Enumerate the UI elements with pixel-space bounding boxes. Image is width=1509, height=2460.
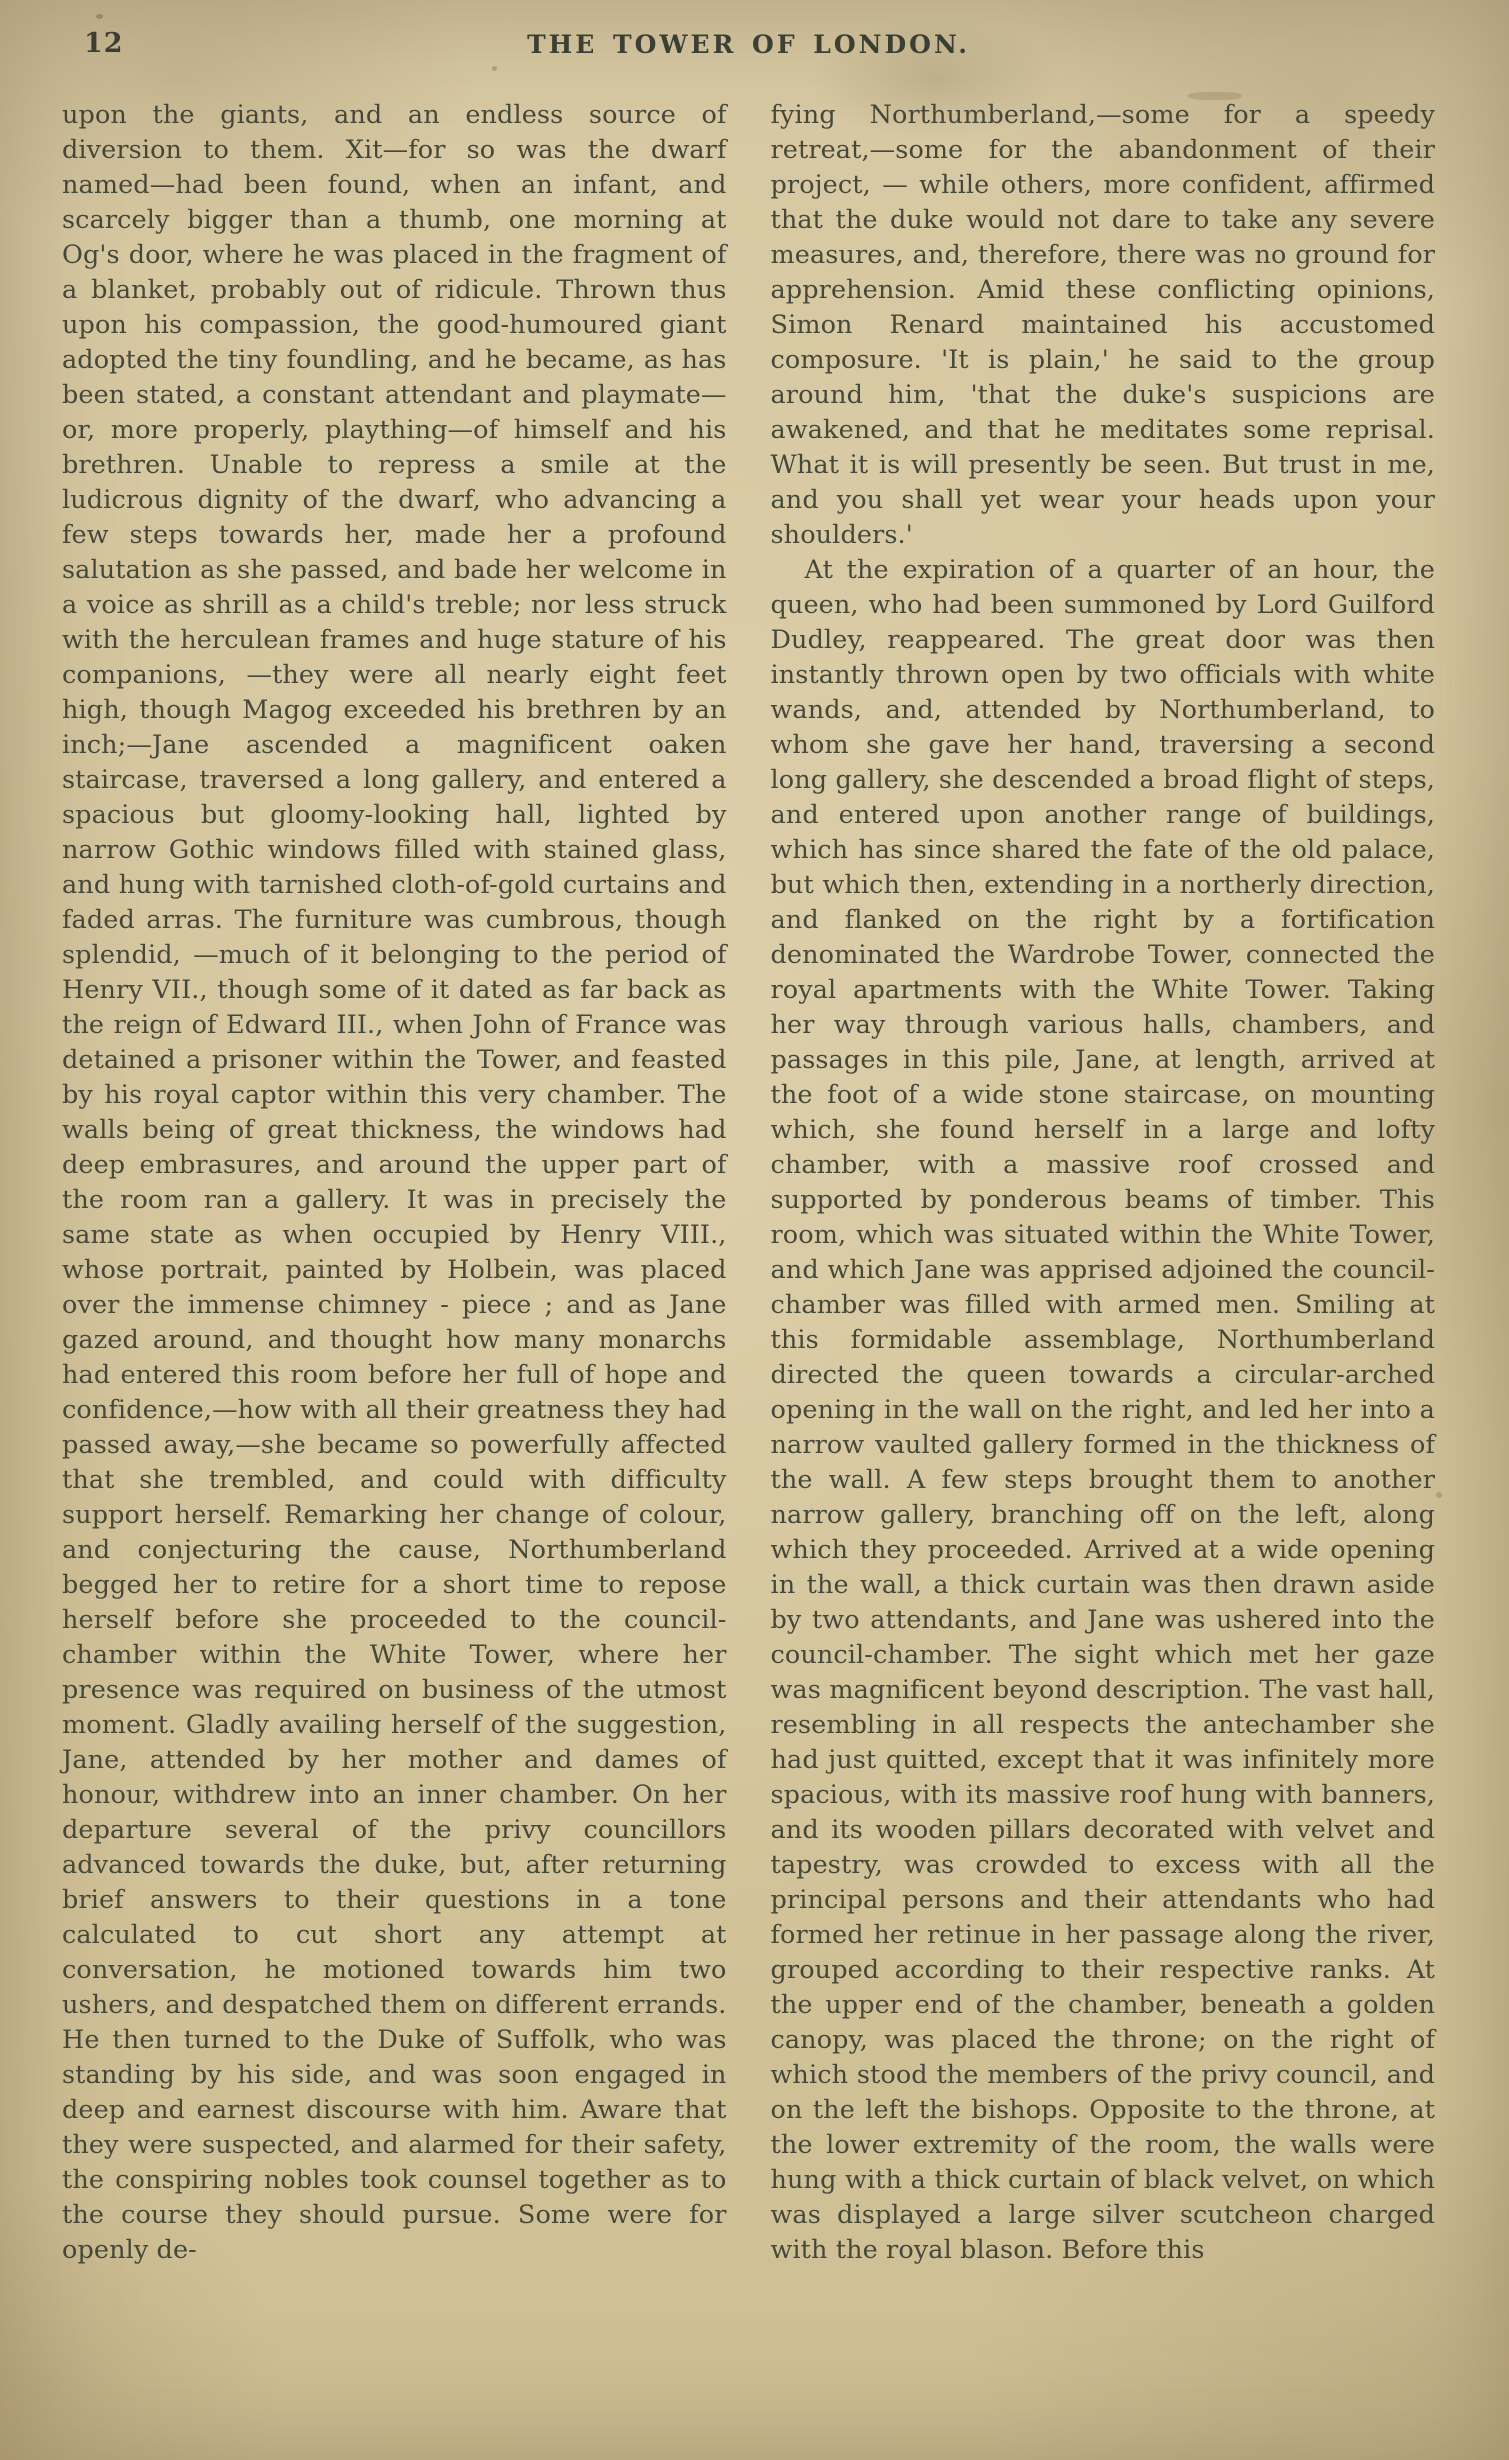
body-paragraph: upon the giants, and an endless source of diversion to them. Xit—for so was the dwarf named—had been found, when an infant, and scarcely bigger than a thumb, one morning at Og's door, where he was placed in the fragment of a blanket, probably out of ridicule. Thrown thus upon his compassion, the good-humoured giant adopted the tiny foundling, and he became, as has been stated, a constant attendant and playmate—or, more properly, plaything—of himself and his brethren. Unable to repress a smile at the ludicrous dignity of the dwarf, who advancing a few steps towards her, made her a profound salutation as she passed, and bade her welcome in a voice as shrill as a child's treble; nor less struck with the herculean frames and huge stature of his companions, —they were all nearly eight feet high, though Magog exceeded his brethren by an inch;—Jane ascended a magnificent oaken staircase, traversed a long gallery, and entered a spacious but gloomy-looking hall, lighted by narrow Gothic windows filled with stained glass, and hung with tarnished cloth-of-gold curtains and faded arras. The furniture was cumbrous, though splendid, —much of it belonging to the period of Henry VII., though some of it dated as far back as the reign of Edward III., when John of France was detained a prisoner within the Tower, and feasted by his royal captor within this very chamber. The walls being of great thickness, the windows had deep embrasures, and around the upper part of the room ran a gallery. It was in precisely the same state as when occupied by Henry VIII., whose portrait, painted by Holbein, was placed over the immense chimney - piece ; and as Jane gazed around, and thought how many monarchs had entered this room before her full of hope and confidence,—how with all their greatness they had passed away,—she became so powerfully affected that she trembled, and could with difficulty support herself. Remarking her change of colour, and conjecturing the cause, Northumberland begged her to retire for a short time to repose herself before she proceeded to the council-chamber within the White Tower, where her presence was required on business of the utmost moment. Gladly availing herself of the suggestion, Jane, attended by her mother and dames of honour, withdrew into an inner chamber. On her departure several of the privy councillors advanced towards the duke, but, after returning brief answers to their questions in a tone calculated to cut short any attempt at conversation, he motioned towards him two ushers, and despatched them on different errands. He then turned to the Duke of Suffolk, who was standing by his side, and was soon engaged in deep and earnest discourse with him. Aware that they were suspected, and alarmed for their safety, the conspiring nobles took counsel together as to the course they should pursue. Some were for openly de- [62,100,727,2265]
right-column [771,98,1436,2268]
running-header-title: THE TOWER OF LONDON. [527,30,970,59]
paper-speck [96,14,103,19]
page-number: 12 [84,28,124,59]
page-header [62,24,1435,72]
text-columns [62,98,1435,2268]
paper-speck [1436,1492,1442,1498]
body-paragraph: At the expiration of a quarter of an hour, the queen, who had been summoned by Lord Guilford Dudley, reappeared. The great door was then instantly thrown open by two officials with white wands, and, attended by Northumberland, to whom she gave her hand, traversing a second long gallery, she descended a broad flight of steps, and entered upon another range of buildings, which has since shared the fate of the old palace, but which then, extending in a northerly direction, and flanked on the right by a fortification denominated the Wardrobe Tower, connected the royal apartments with the White Tower. Taking her way through various halls, chambers, and passages in this pile, Jane, at length, arrived at the foot of a wide stone staircase, on mounting which, she found herself in a large and lofty chamber, with a massive roof crossed and supported by ponderous beams of timber. This room, which was situated within the White Tower, and which Jane was apprised adjoined the council-chamber was filled with armed men. Smiling at this formidable assemblage, Northumberland directed the queen towards a circular-arched opening in the wall on the right, and led her into a narrow vaulted gallery formed in the thickness of the wall. A few steps brought them to another narrow gallery, branching off on the left, along which they proceeded. Arrived at a wide opening in the wall, a thick curtain was then drawn aside by two attendants, and Jane was ushered into the council-chamber. The sight which met her gaze was magnificent beyond description. The vast hall, resembling in all respects the antechamber she had just quitted, except that it was infinitely more spacious, with its massive roof hung with banners, and its wooden pillars decorated with velvet and tapestry, was crowded to excess with all the principal persons and their attendants who had formed her retinue in her passage along the river, grouped according to their respective ranks. At the upper end of the chamber, beneath a golden canopy, was placed the throne; on the right of which stood the members of the privy council, and on the left the bishops. Opposite to the throne, at the lower extremity of the room, the walls were hung with a thick curtain of black velvet, on which was displayed a large silver scutcheon charged with the royal blason. Before this [770,555,1435,2265]
body-paragraph: fying Northumberland,—some for a speedy retreat,—some for the abandonment of their project, — while others, more confident, affirmed that the duke would not dare to take any severe measures, and, therefore, there was no ground for apprehension. Amid these conflicting opinions, Simon Renard maintained his accustomed composure. 'It is plain,' he said to the group around him, 'that the duke's suspicions are awakened, and that he meditates some reprisal. What it is will presently be seen. But trust in me, and you shall yet wear your heads upon your shoulders.' [770,100,1435,550]
left-column [62,98,727,2268]
